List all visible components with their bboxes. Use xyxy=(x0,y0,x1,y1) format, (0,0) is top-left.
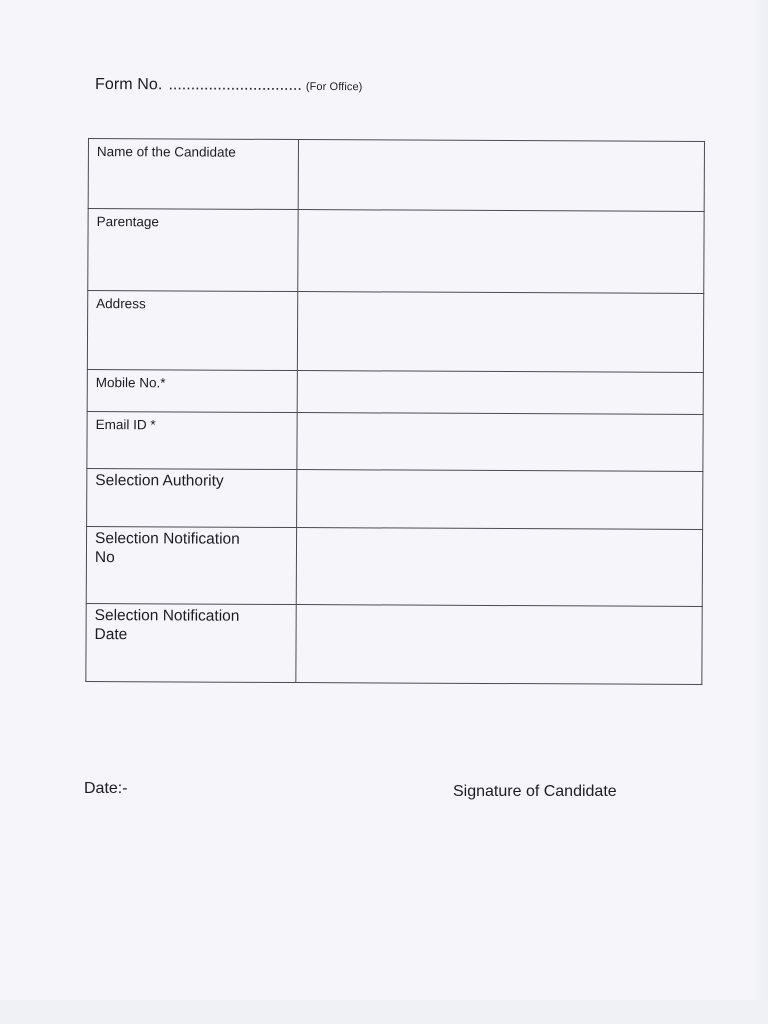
row-label-notification-no: Selection Notification No xyxy=(94,530,240,567)
for-office-note: (For Office) xyxy=(305,80,363,94)
table-row-selection-authority xyxy=(87,468,703,529)
row-label-parentage: Parentage xyxy=(96,214,159,230)
selection-authority-field[interactable] xyxy=(297,470,703,530)
label-cell xyxy=(88,209,298,292)
form-number-line xyxy=(95,76,363,95)
table-row-name xyxy=(88,139,704,212)
form-no-blank[interactable]: .............................. xyxy=(168,76,302,94)
scan-bottom-band xyxy=(0,1000,768,1024)
row-label-email: Email ID * xyxy=(95,417,156,433)
row-label-address: Address xyxy=(96,296,146,312)
label-cell xyxy=(87,411,297,469)
label-cell xyxy=(88,139,298,210)
email-field[interactable] xyxy=(297,413,703,472)
row-label-notification-date: Selection Notification Date xyxy=(94,607,240,644)
parentage-field[interactable] xyxy=(298,210,704,294)
row-label-candidate-name: Name of the Candidate xyxy=(96,144,236,160)
mobile-field[interactable] xyxy=(297,371,703,415)
label-cell xyxy=(87,468,297,527)
row-label-mobile: Mobile No.* xyxy=(95,375,166,391)
table-row-notification-no xyxy=(86,526,702,606)
row-label-selection-authority: Selection Authority xyxy=(95,472,224,490)
form-no-label: Form No. xyxy=(94,76,163,94)
address-field[interactable] xyxy=(297,292,703,373)
table-row-parentage xyxy=(88,209,704,294)
table-row-address xyxy=(87,291,703,373)
notification-no-field[interactable] xyxy=(296,528,702,607)
label-cell xyxy=(86,526,296,604)
notification-date-field[interactable] xyxy=(296,605,702,685)
table-row-mobile xyxy=(87,369,703,414)
label-cell xyxy=(86,603,296,682)
date-label: Date:- xyxy=(84,780,128,797)
label-cell xyxy=(87,369,297,412)
table-row-notification-date xyxy=(86,603,702,684)
table-row-email xyxy=(87,411,703,471)
candidate-name-field[interactable] xyxy=(298,140,704,212)
label-cell xyxy=(87,291,297,371)
signature-label: Signature of Candidate xyxy=(453,783,617,800)
candidate-details-table xyxy=(85,138,704,684)
page-edge-shadow xyxy=(754,0,768,1024)
